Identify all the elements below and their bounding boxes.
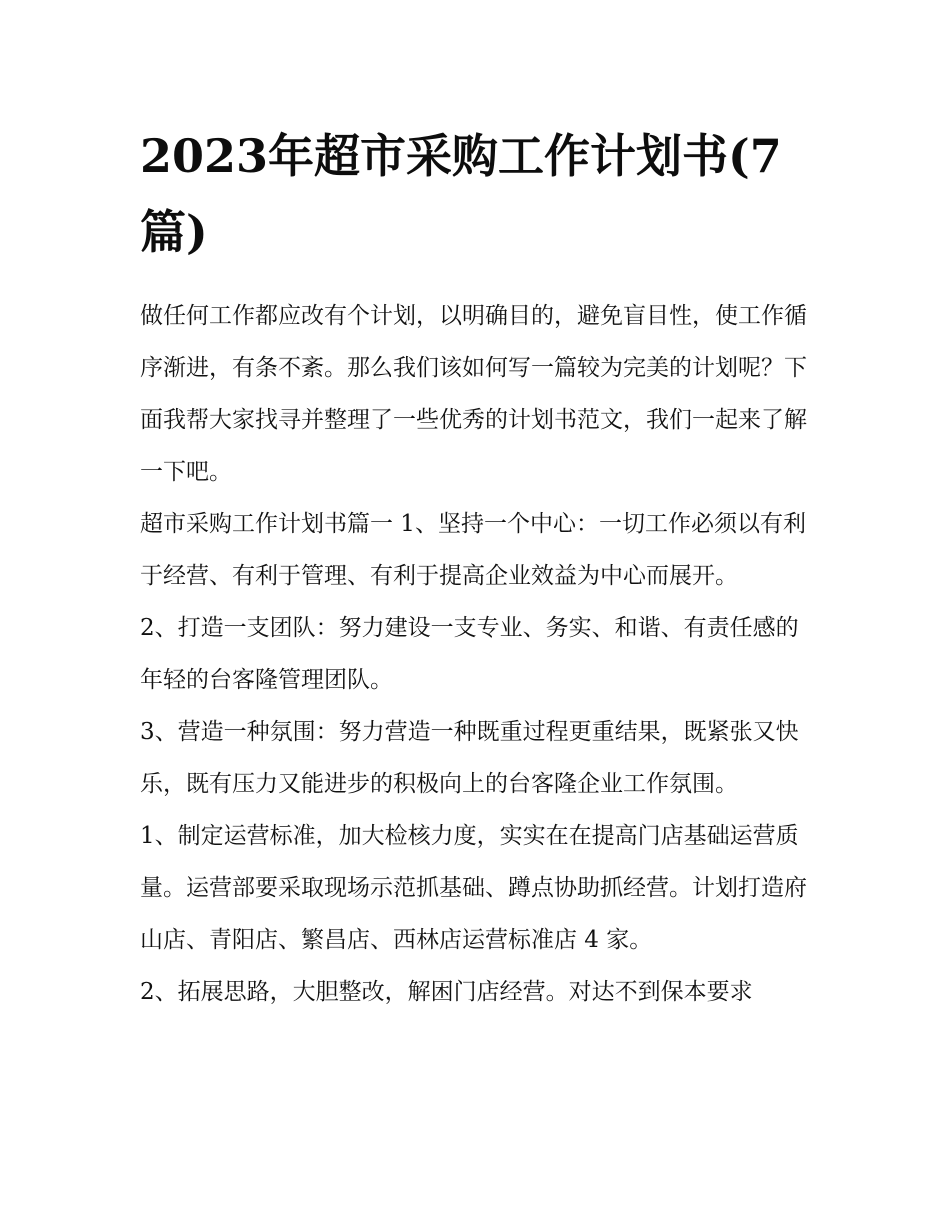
document-body [140,290,815,1018]
document-title: 2023年超市采购工作计划书(7篇) [140,129,782,259]
document-page [140,118,815,1018]
paragraph-section-1: 超市采购工作计划书篇一 1、坚持一个中心：一切工作必须以有利于经营、有利于管理、有利于提高企业效益为中心而展开。 [140,511,806,589]
paragraph-atmosphere: 3、营造一种氛围：努力营造一种既重过程更重结果，既紧张又快乐，既有压力又能进步的积极向上的台客隆企业工作氛围。 [140,719,799,797]
paragraph-expand-ideas: 2、拓展思路，大胆整改，解困门店经营。对达不到保本要求 [140,979,753,1005]
paragraph-team: 2、打造一支团队：努力建设一支专业、务实、和谐、有责任感的年轻的台客隆管理团队。 [140,615,799,693]
paragraph-operation-standard: 1、制定运营标准，加大检核力度，实实在在提高门店基础运营质量。运营部要采取现场示范抓基础、蹲点协助抓经营。计划打造府山店、青阳店、繁昌店、西林店运营标准店 4 家。 [140,823,807,953]
paragraph-intro: 做任何工作都应改有个计划，以明确目的，避免盲目性，使工作循序渐进，有条不紊。那么我们该如何写一篇较为完美的计划呢？下面我帮大家找寻并整理了一些优秀的计划书范文，我们一起来了解一下吧。 [140,303,807,485]
